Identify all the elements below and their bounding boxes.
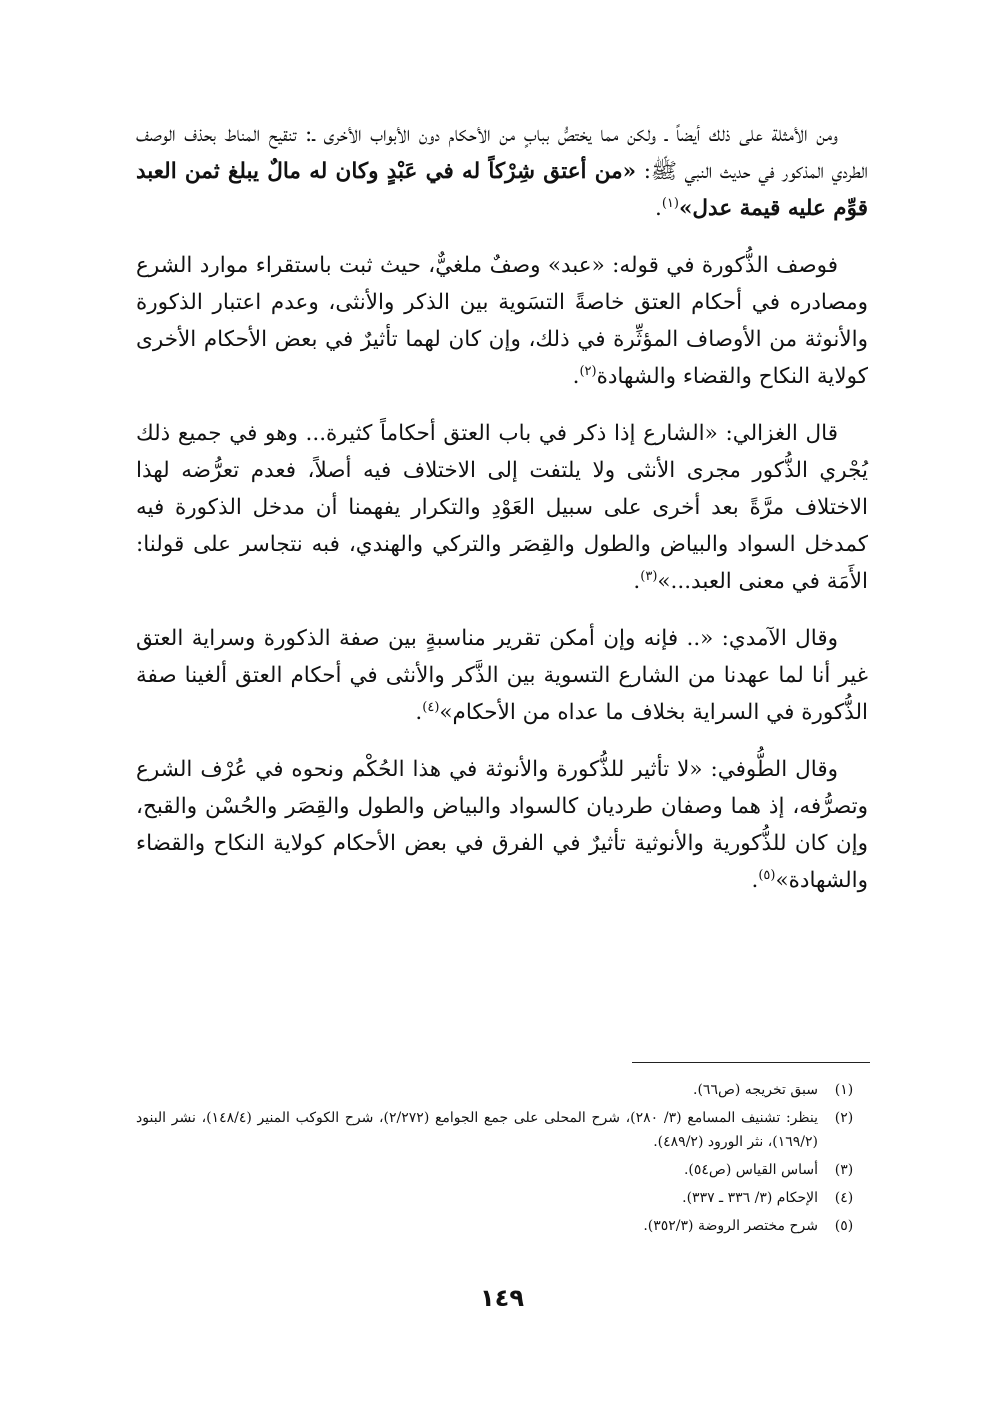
footnote-item [136, 1214, 870, 1238]
paragraph-4 [136, 620, 868, 731]
paragraph-5-text: وقال الطُّوفي: «لا تأثير للذُّكورة والأنوثة في هذا الحُكْم ونحوه في عُرْف الشرع وتصرُّفه، إذ هما وصفان طرديان كالسواد والبياض والطول والقِصَر والحُسْن والقبح، وإن كان للذُّكورية والأنوثية تأثيرٌ في الفرق في بعض الأحكام كولاية النكاح والقضاء والشهادة» [136, 757, 868, 893]
paragraph-3-end: . [633, 569, 641, 594]
paragraph-2 [136, 247, 868, 395]
paragraph-3 [136, 415, 868, 600]
footnotes [136, 1078, 870, 1242]
page-number: ١٤٩ [480, 1284, 524, 1312]
footnote-number: (٣) [834, 1162, 854, 1178]
footnote-number: (١) [834, 1082, 854, 1098]
main-text [136, 116, 868, 919]
paragraph-4-text: وقال الآمدي: «.. فإنه وإن أمكن تقرير مناسبةٍ بين صفة الذكورة وسراية العتق غير أنا لما عهدنا من الشارع التسوية بين الذَّكر والأنثى في أحكام العتق ألغينا صفة الذُّكورة في السراية بخلاف ما عداه من الأحكام» [136, 626, 868, 725]
paragraph-2-end: . [572, 364, 580, 389]
footnote-ref-5: (٥) [758, 868, 776, 883]
footnote-number: (٥) [834, 1218, 854, 1234]
footnote-item [136, 1078, 870, 1102]
footnote-ref-4: (٤) [422, 700, 440, 715]
footnote-text: أساس القياس (ص٥٤). [683, 1162, 818, 1178]
paragraph-1-end: . [655, 196, 662, 221]
hadith-quote: «من أعتق شِرْكاً له في عَبْدٍ وكان له مالٌ يبلغ ثمن العبد قوِّم عليه قيمة عدل» [136, 159, 868, 221]
footnote-text: ينظر: تشنيف المسامع (٣/ ٢٨٠)، شرح المحلى على جمع الجوامع (٢/٢٧٢)، شرح الكوكب المنير (١٤٨/٤)، نشر البنود (١٦٩/٢)، نثر الورود (٤٨٩/٢). [136, 1110, 819, 1150]
footnote-item [136, 1106, 870, 1154]
paragraph-2-text: فوصف الذُّكورة في قوله: «عبد» وصفٌ ملغيٌّ، حيث ثبت باستقراء موارد الشرع ومصادره في أحكام العتق خاصةً التسَوية بين الذكر والأنثى، وعدم اعتبار الذكورة والأنوثة من الأوصاف المؤثِّرة في ذلك، وإن كان لهما تأثيرٌ في بعض الأحكام الأخرى كولاية النكاح والقضاء والشهادة [136, 253, 868, 389]
footnote-text: سبق تخريجه (ص٦٦). [693, 1082, 818, 1098]
footnote-ref-2: (٢) [579, 364, 597, 379]
footnote-number: (٤) [834, 1190, 854, 1206]
paragraph-1 [136, 116, 868, 227]
paragraph-4-end: . [415, 700, 423, 725]
footnote-ref-1: (١) [661, 196, 679, 211]
footnote-separator [632, 1062, 870, 1063]
paragraph-3-text: قال الغزالي: «الشارع إذا ذكر في باب العتق أحكاماً كثيرة... وهو في جميع ذلك يُجْري الذُّكور مجرى الأنثى ولا يلتفت إلى الاختلاف فيه أصلاً، فعدم تعرُّضه لهذا الاختلاف مرَّةً بعد أخرى على سبيل العَوْدِ والتكرار يفهمنا أن مدخل الذكورة فيه كمدخل السواد والبياض والطول والقِصَر والتركي والهندي، فبه نتجاسر على قولنا: الأَمَة في معنى العبد...» [136, 421, 868, 594]
footnote-ref-3: (٣) [640, 569, 658, 584]
footnote-number: (٢) [834, 1110, 854, 1126]
paragraph-5 [136, 751, 868, 899]
paragraph-5-end: . [751, 868, 759, 893]
footnote-item [136, 1158, 870, 1182]
footnote-text: شرح مختصر الروضة (٣٥٢/٣). [643, 1218, 818, 1234]
footnote-item [136, 1186, 870, 1210]
footnote-text: الإحكام (٣/ ٣٣٦ ـ ٣٣٧). [682, 1190, 818, 1206]
paragraph-1-text: ومن الأمثلة على ذلك أيضاً ـ ولكن مما يختصُّ ببابٍ من الأحكام دون الأبواب الأخرى ـ: تنقيح المناط بحذف الوصف الطردي المذكور في حديث النبي ﷺ: [136, 122, 869, 184]
